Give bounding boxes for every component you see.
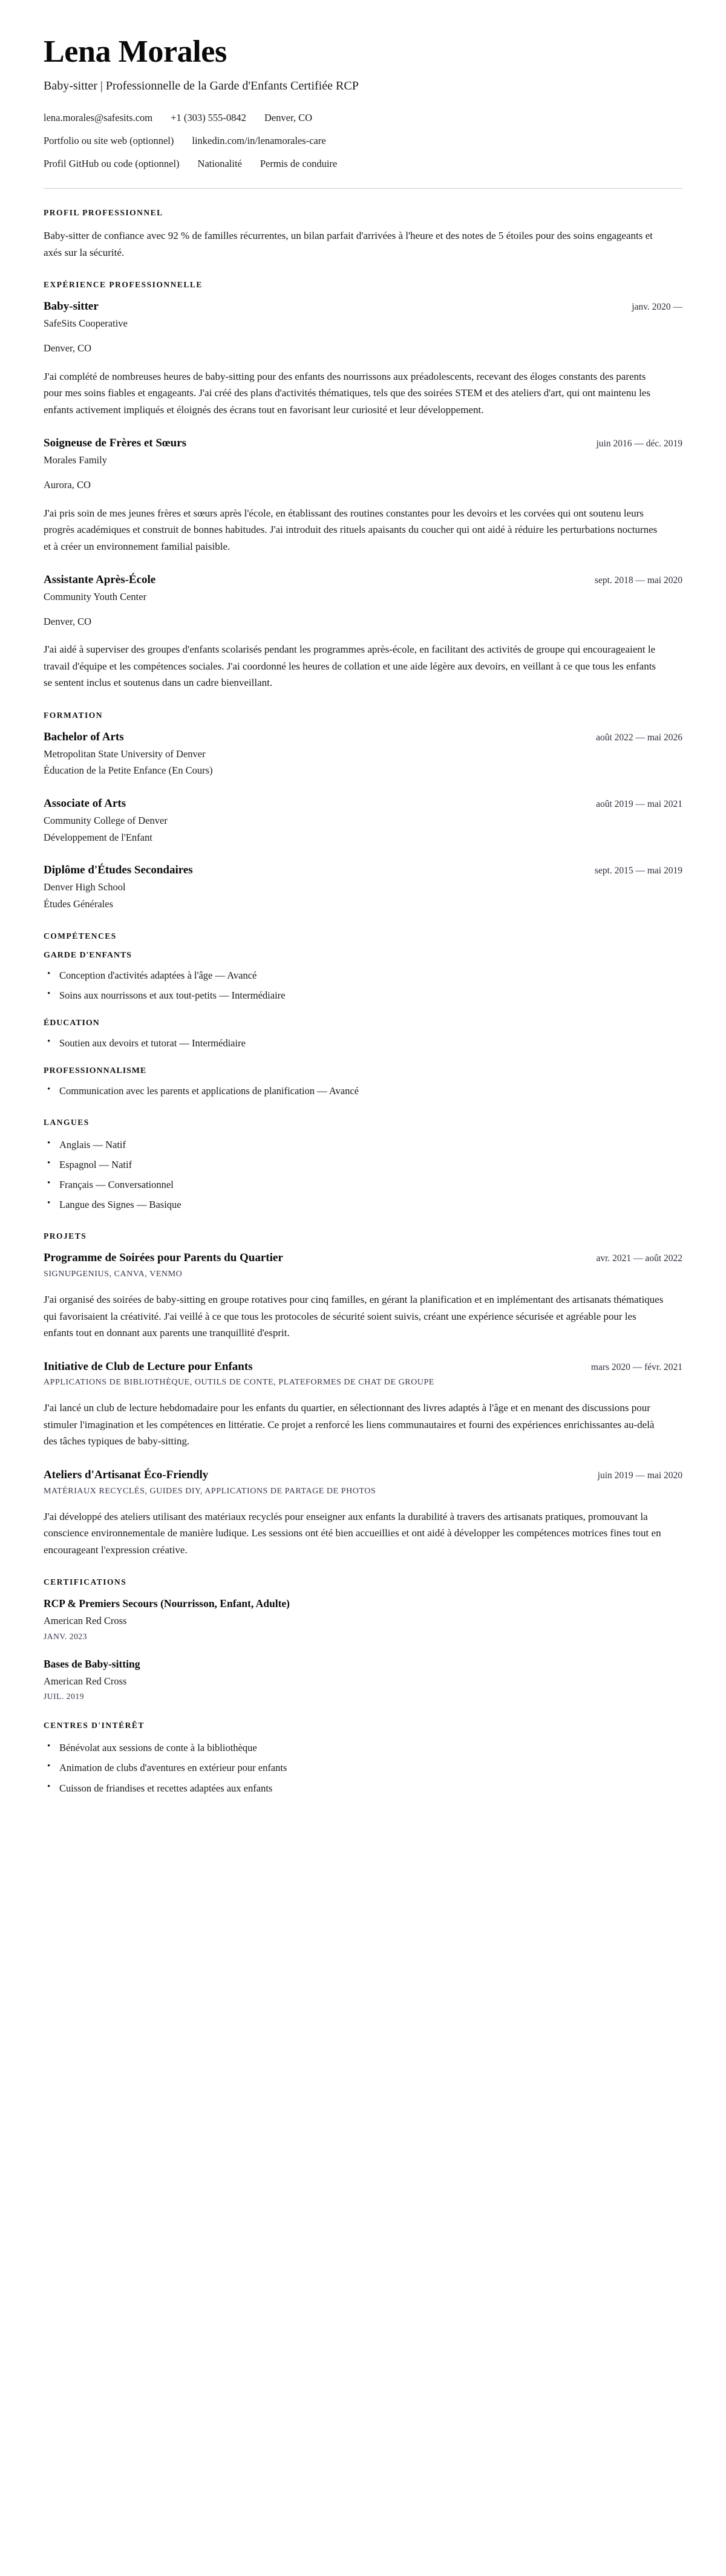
experience-role: Assistante Après-École: [44, 573, 156, 587]
contact-row-extra: [44, 157, 682, 172]
skill-list: [44, 968, 682, 1003]
section-title-profile: PROFIL PROFESSIONNEL: [44, 208, 163, 218]
skill-group: [44, 951, 682, 1003]
experience-organization: SafeSits Cooperative: [44, 318, 128, 330]
section-title-education: FORMATION: [44, 710, 103, 720]
education-field: Développement de l'Enfant: [44, 831, 152, 843]
education-entry: [44, 863, 682, 911]
experience-organization: Community Youth Center: [44, 590, 147, 602]
skill-list: [44, 1083, 682, 1098]
section-education: [44, 711, 682, 912]
certification-date: JANV. 2023: [44, 1631, 88, 1641]
project-entry-head: [44, 1468, 682, 1482]
language-item: • Français — Conversationnel: [44, 1177, 682, 1192]
education-dates: août 2022 — mai 2026: [596, 732, 682, 743]
experience-location: Denver, CO: [44, 615, 92, 627]
section-title-certifications: CERTIFICATIONS: [44, 1577, 127, 1587]
section-title-interests: CENTRES D'INTÉRÊT: [44, 1721, 145, 1730]
project-name: Initiative de Club de Lecture pour Enfants: [44, 1360, 253, 1373]
education-entry-head: [44, 863, 682, 878]
section-projects: [44, 1231, 682, 1558]
certification-entry: [44, 1597, 682, 1642]
project-entry-head: [44, 1251, 682, 1265]
interest-item: • Bénévolat aux sessions de conte à la bibliothèque: [44, 1740, 682, 1755]
education-entry-head: [44, 797, 682, 811]
section-title-experience: EXPÉRIENCE PROFESSIONNELLE: [44, 280, 203, 290]
skill-group: [44, 1066, 682, 1098]
language-item: • Anglais — Natif: [44, 1137, 682, 1152]
section-title-languages: LANGUES: [44, 1118, 90, 1127]
project-entry: [44, 1468, 682, 1558]
contact-row-primary: [44, 111, 682, 126]
skill-item: • Communication avec les parents et applications de planification — Avancé: [44, 1083, 682, 1098]
language-item: • Espagnol — Natif: [44, 1157, 682, 1172]
project-description: J'ai organisé des soirées de baby-sitting en groupe rotatives pour cinq familles, en gérant la planification et en implémentant des artisanats thématiques qui favorisaient la créativité. J'ai veillé à ce que tous les protocoles de sécurité soient suivis, créant une expérience sécurisée et agréable pour les enfants tout en donnant aux parents une tranquillité d'esprit.: [44, 1294, 664, 1339]
experience-role: Baby-sitter: [44, 300, 99, 313]
education-dates: sept. 2015 — mai 2019: [594, 866, 682, 876]
experience-entry-head: [44, 436, 682, 451]
project-description: J'ai développé des ateliers utilisant des matériaux recyclés pour enseigner aux enfants la durabilité à travers des artisanats pratiques, promouvant la conscience environnementale de manière ludique. Les sessions ont été bien accueillies et ont aidé à développer les compétences motrices fines tout en encourageant l'expression créative.: [44, 1510, 661, 1556]
project-name: Programme de Soirées pour Parents du Quartier: [44, 1251, 283, 1265]
education-school: Metropolitan State University of Denver: [44, 748, 206, 760]
skill-item: • Conception d'activités adaptées à l'âge — Avancé: [44, 968, 682, 983]
section-profile: [44, 208, 682, 261]
skill-group: [44, 1019, 682, 1051]
candidate-headline: Baby-sitter | Professionnelle de la Garde d'Enfants Certifiée RCP: [44, 79, 359, 93]
experience-entry: [44, 299, 682, 418]
header-divider: [44, 188, 682, 189]
section-skills: [44, 931, 682, 1098]
education-school: Community College of Denver: [44, 814, 168, 826]
project-entry: [44, 1251, 682, 1341]
experience-description: J'ai complété de nombreuses heures de baby-sitting pour des enfants des nourrissons aux préadolescents, recevant des éloges constants des parents pour mes soins fiables et engageants. J'ai créé des plans d'activités thématiques, tels que des soirées STEM et des ateliers d'art, qui ont maintenu les enfants activement impliqués et éloignés des écrans tout en favorisant leur curiosité et leur développement.: [44, 370, 650, 416]
certification-date: JUIL. 2019: [44, 1692, 84, 1701]
project-description: J'ai lancé un club de lecture hebdomadaire pour les enfants du quartier, en sélectionnant des livres adaptés à l'âge et en menant des discussions pour stimuler l'imagination et les compétences en littératie. Ce projet a renforcé les liens communautaires et fourni des expériences enrichissantes au-delà des tâches typiques de baby-sitting.: [44, 1402, 655, 1447]
project-dates: avr. 2021 — août 2022: [596, 1253, 682, 1264]
experience-location: Denver, CO: [44, 342, 92, 354]
education-entry: [44, 797, 682, 845]
contact-location: Denver, CO: [264, 112, 313, 124]
experience-dates: juin 2016 — déc. 2019: [596, 439, 682, 449]
project-dates: juin 2019 — mai 2020: [597, 1470, 682, 1481]
education-degree: Bachelor of Arts: [44, 730, 124, 743]
education-degree: Associate of Arts: [44, 797, 126, 810]
certification-name: RCP & Premiers Secours (Nourrisson, Enfant, Adulte): [44, 1597, 290, 1610]
certification-issuer: American Red Cross: [44, 1675, 127, 1687]
resume-header: [44, 35, 682, 189]
skill-item: • Soutien aux devoirs et tutorat — Intermédiaire: [44, 1035, 682, 1051]
experience-organization: Morales Family: [44, 454, 107, 466]
skill-group-title: GARDE D'ENFANTS: [44, 950, 132, 960]
section-certifications: [44, 1577, 682, 1701]
section-title-skills: COMPÉTENCES: [44, 931, 117, 941]
experience-dates: janv. 2020 —: [632, 302, 682, 313]
project-entry-head: [44, 1360, 682, 1374]
section-title-projects: PROJETS: [44, 1231, 87, 1241]
experience-dates: sept. 2018 — mai 2020: [594, 575, 682, 586]
skill-list: [44, 1035, 682, 1051]
skill-group-title: PROFESSIONNALISME: [44, 1066, 147, 1075]
profile-summary-text: Baby-sitter de confiance avec 92 % de familles récurrentes, un bilan parfait d'arrivées à l'heure et des notes de 5 étoiles pour des soins engageants et axés sur la sécurité.: [44, 230, 653, 258]
experience-entry-head: [44, 573, 682, 587]
education-field: Études Générales: [44, 898, 113, 910]
language-list: [44, 1137, 682, 1212]
experience-description: J'ai pris soin de mes jeunes frères et sœurs après l'école, en établissant des routines constantes pour les devoirs et les corvées qui ont soutenu leurs progrès académiques et construit de bonnes habitudes. J'ai introduit des rituels apaisants du coucher qui ont aidé à réduire les perturbations nocturnes et à créer un environnement familial paisible.: [44, 507, 658, 552]
project-dates: mars 2020 — févr. 2021: [590, 1361, 682, 1372]
education-school: Denver High School: [44, 881, 126, 893]
interest-item: • Animation de clubs d'aventures en extérieur pour enfants: [44, 1760, 682, 1775]
project-name: Ateliers d'Artisanat Éco-Friendly: [44, 1469, 209, 1482]
contact-portfolio[interactable]: Portfolio ou site web (optionnel): [44, 134, 174, 146]
certification-name: Bases de Baby-sitting: [44, 1657, 140, 1670]
contact-nationality: Nationalité: [197, 157, 242, 169]
contact-phone[interactable]: +1 (303) 555-0842: [171, 112, 246, 124]
project-entry: [44, 1360, 682, 1450]
experience-role: Soigneuse de Frères et Sœurs: [44, 437, 187, 450]
contact-email[interactable]: lena.morales@safesits.com: [44, 112, 153, 124]
education-field: Éducation de la Petite Enfance (En Cours): [44, 765, 213, 777]
language-item: • Langue des Signes — Basique: [44, 1197, 682, 1212]
project-technologies: APPLICATIONS DE BIBLIOTHÈQUE, OUTILS DE CONTE, PLATEFORMES DE CHAT DE GROUPE: [44, 1378, 434, 1387]
education-dates: août 2019 — mai 2021: [596, 799, 682, 810]
section-languages: [44, 1118, 682, 1212]
interest-item: • Cuisson de friandises et recettes adaptées aux enfants: [44, 1781, 682, 1796]
certification-issuer: American Red Cross: [44, 1615, 127, 1627]
education-degree: Diplôme d'Études Secondaires: [44, 864, 193, 877]
contact-driving-licence: Permis de conduire: [260, 157, 338, 169]
contact-row-links: [44, 134, 682, 149]
experience-entry: [44, 436, 682, 555]
skill-group-title: ÉDUCATION: [44, 1018, 100, 1028]
education-entry: [44, 730, 682, 778]
contact-github[interactable]: Profil GitHub ou code (optionnel): [44, 157, 180, 169]
project-technologies: SIGNUPGENIUS, CANVA, VENMO: [44, 1270, 183, 1279]
project-technologies: MATÉRIAUX RECYCLÉS, GUIDES DIY, APPLICATIONS DE PARTAGE DE PHOTOS: [44, 1486, 376, 1496]
candidate-name: Lena Morales: [44, 34, 227, 69]
section-interests: [44, 1721, 682, 1795]
contact-linkedin[interactable]: linkedin.com/in/lenamorales-care: [192, 134, 326, 146]
skill-item: • Soins aux nourrissons et aux tout-petits — Intermédiaire: [44, 988, 682, 1003]
section-experience: [44, 280, 682, 691]
certification-entry: [44, 1657, 682, 1702]
experience-entry: [44, 573, 682, 691]
education-entry-head: [44, 730, 682, 745]
experience-entry-head: [44, 299, 682, 314]
experience-description: J'ai aidé à superviser des groupes d'enfants scolarisés pendant les programmes après-école, en facilitant des activités de groupe qui encourageaient le travail d'équipe et les compétences sociales. J'ai coordonné les heures de collation et une aide légère aux devoirs, en veillant à ce que tous les enfants se sentent inclus et soutenus dans un cadre bienveillant.: [44, 644, 656, 689]
interest-list: [44, 1740, 682, 1795]
experience-location: Aurora, CO: [44, 478, 91, 491]
